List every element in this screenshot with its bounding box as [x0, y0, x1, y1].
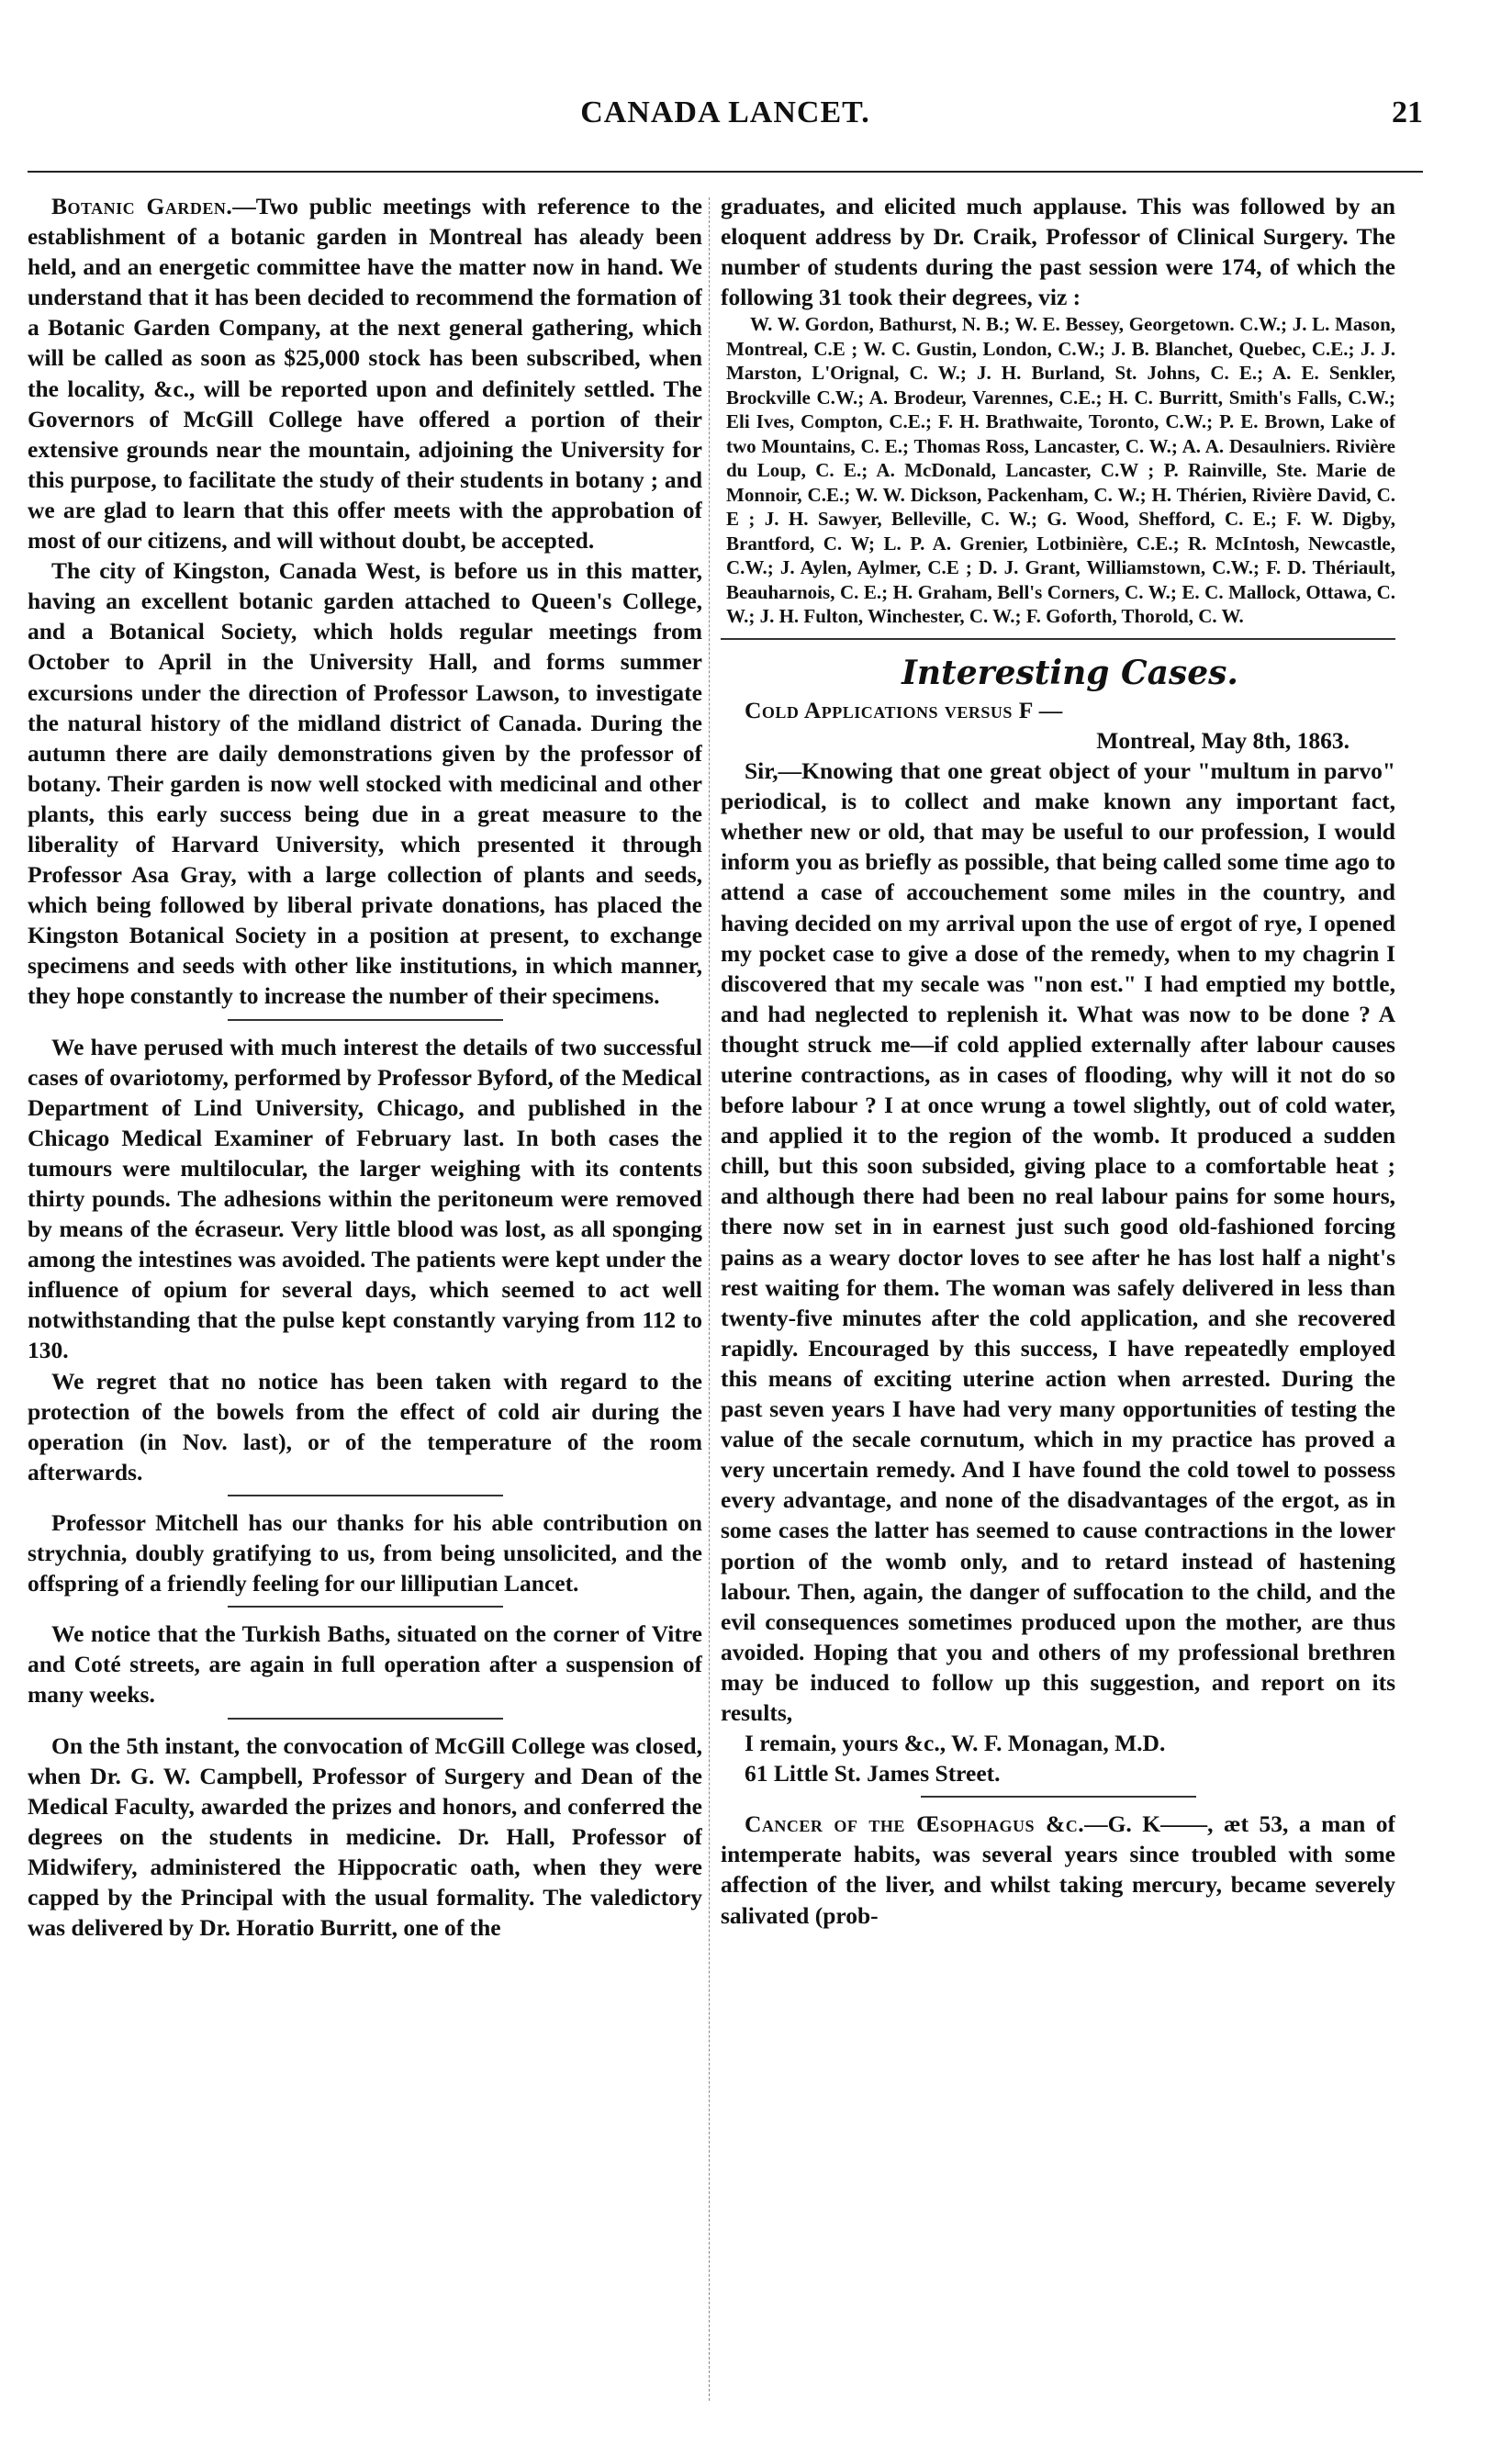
- ovariotomy-regret-paragraph: We regret that no notice has been taken with regard to the protection of the bowels from the effect of cold air during the operation (in Nov. last), or of the temperature of the room afterwards.: [28, 1367, 702, 1485]
- right-column: [721, 191, 1395, 2417]
- mitchell-paragraph: Professor Mitchell has our thanks for his able contribution on strychnia, doubly gratifying to us, from being unsolicited, and the offspring of a friendly feeling for our lilliputian Lancet.: [28, 1508, 702, 1597]
- cancer-text: —G. K——, æt 53, a man of intemperate habits, was several years since troubled with some affection of the liver, and whilst taking mercury, became severely salivated (prob-: [721, 1810, 1395, 1929]
- column-divider: [709, 197, 710, 2401]
- botanic-garden-paragraph: [28, 191, 702, 555]
- running-title: CANADA LANCET.: [580, 95, 870, 129]
- section-rule: [921, 1796, 1196, 1798]
- letter-body: Sir,—Knowing that one great object of your "multum in parvo" periodical, is to collect and make known any important fact, whether new or old, that may be useful to our profession, I would inform you as briefly as possible, that being called some time ago to attend a case of accouchement some miles in the country, and having decided on my arrival upon the use of ergot of rye, I opened my pocket case to give a dose of the remedy, when to my chagrin I discovered that my secale was "non est." I had emptied my bottle, and had neglected to replenish it. What was now to be done ? A thought struck me—if cold applied externally after labour causes uterine contractions, as in cases of flooding, why will it not do so before labour ? I at once wrung a towel slightly, out of cold water, and applied it to the region of the womb. It produced a sudden chill, but this soon subsided, giving place to a comfortable heat ; and although there had been no real labour pains for some hours, there now set in in earnest just such good old-fashioned forcing pains as a weary doctor loves to see after he has lost half a night's rest waiting for them. The woman was safely delivered in less than twenty-five minutes after the cold application, and she recovered rapidly. Encouraged by this success, I have repeatedly employed this means of exciting uterine action when arrested. During the past seven years I have had very many opportunities of testing the value of the secale cornutum, which in my practice has proved a very uncertain remedy. And I have found the cold towel to possess every advantage, and none of the disadvantages of the ergot, as in some cases the latter has seemed to cause contractions in the lower portion of the womb only, and to retard instead of hastening labour. Then, again, the danger of suffocation to the child, and the evil consequences sometimes produced upon the mother, are thus avoided. Hoping that you and others of my professional brethren may be induced to follow up this suggestion, and report on its results,: [721, 757, 1395, 1726]
- page-number: 21: [1392, 95, 1423, 129]
- section-heading: Interesting Cases.: [902, 653, 1238, 692]
- kingston-paragraph: The city of Kingston, Canada West, is before us in this matter, having an excellent botanic garden attached to Queen's College, and a Botanical Society, which holds regular meetings from October to April in the University Hall, and forms summer excursions under the direction of Professor Lawson, to investigate the natural history of the midland district of Canada. During the autumn there are daily demonstrations given by the professor of botany. Their garden is now well stocked with medicinal and other plants, this early success being due in a great measure to the liberality of Harvard University, which presented it through Professor Asa Gray, with a large collection of plants and seeds, which being followed by liberal private donations, has placed the Kingston Botanical Society in a position at present, to exchange specimens and seeds with other like institutions, in which manner, they hope constantly to increase the number of their specimens.: [28, 557, 702, 1010]
- section-rule: [228, 1718, 503, 1720]
- letter-address: 61 Little St. James Street.: [745, 1760, 1001, 1787]
- section-rule: [721, 638, 1395, 640]
- botanic-garden-lead: Botanic Garden.: [51, 193, 233, 219]
- section-rule: [228, 1606, 503, 1608]
- botanic-garden-text: —Two public meetings with reference to the establishment of a botanic garden in Montreal has aleady been held, and an energetic committee have the matter now in hand. We understand that it has been decided to recommend the formation of a Botanic Garden Company, at the next general gathering, which will be called as soon as $25,000 stock has been subscribed, when the locality, &c., will be reported upon and definitely settled. The Governors of McGill College have offered a portion of their extensive grounds near the mountain, adjoining the University for this purpose, to facilitate the study of their students in botany ; and we are glad to learn that this offer meets with the approbation of most of our citizens, and will without doubt, be accepted.: [28, 193, 702, 555]
- letter-closing: I remain, yours &c., W. F. Monagan, M.D.: [745, 1730, 1166, 1757]
- cancer-paragraph: [721, 1809, 1395, 1930]
- graduates-list: W. W. Gordon, Bathurst, N. B.; W. E. Bessey, Georgetown. C.W.; J. L. Mason, Montreal, C.E ; W. C. Gustin, London, C.W.; J. B. Blanchet, Quebec, C.E.; J. J. Marston, L'Orignal, C. W.; J. H. Burland, St. Johns, C. E.; A. E. Senkler, Brockville C.W.; A. Brodeur, Varennes, C.E.; H. C. Burritt, Smith's Falls, C.W.; Eli Ives, Compton, C.E.; F. H. Brathwaite, Toronto, C.W.; P. E. Brown, Lake of two Mountains, C. E.; Thomas Ross, Lancaster, C. W.; A. A. Desaulniers. Rivière du Loup, C. E.; A. McDonald, Lancaster, C.W ; P. Rainville, Ste. Marie de Monnoir, C.E.; W. W. Dickson, Packenham, C. W.; H. Thérien, Rivière David, C. E ; J. H. Sawyer, Belleville, C. W.; G. Wood, Shefford, C. E.; F. W. Digby, Brantford, C. W; L. P. A. Grenier, Lotbinière, C.E.; R. McIntosh, Newcastle, C.W.; J. Aylen, Aylmer, C.E ; D. J. Grant, Williamstown, C.W.; F. D. Thériault, Beauharnois, C. E.; H. Graham, Bell's Corners, C. W.; E. C. Mallock, Ottawa, C. W.; J. H. Fulton, Winchester, C. W.; F. Goforth, Thorold, C. W.: [726, 313, 1395, 628]
- turkish-baths-paragraph: We notice that the Turkish Baths, situated on the corner of Vitre and Coté streets, are again in full operation after a suspension of many weeks.: [28, 1620, 702, 1709]
- page-header: [28, 95, 1423, 141]
- section-rule: [228, 1019, 503, 1021]
- letter-dateline: Montreal, May 8th, 1863.: [1096, 726, 1350, 754]
- convocation-continued-paragraph: graduates, and elicited much applause. This was followed by an eloquent address by Dr. Craik, Professor of Clinical Surgery. The number of students during the past session were 174, of which the following 31 took their degrees, viz :: [721, 193, 1395, 311]
- ovariotomy-paragraph: We have perused with much interest the details of two successful cases of ovariotomy, performed by Professor Byford, of the Medical Department of Lind University, Chicago, and published in the Chicago Medical Examiner of February last. In both cases the tumours were multilocular, the larger weighing with its contents thirty pounds. The adhesions within the peritoneum were removed by means of the écraseur. Very little blood was lost, as all sponging among the intestines was avoided. The patients were kept under the influence of opium for several days, which seemed to act well notwithstanding that the pulse kept constantly varying from 112 to 130.: [28, 1033, 702, 1364]
- header-rule: [28, 171, 1423, 173]
- left-column: [28, 191, 702, 2417]
- case-title: Cold Applications versus F —: [745, 696, 1063, 723]
- section-rule: [228, 1495, 503, 1496]
- cancer-lead: Cancer of the Œsophagus &c.: [745, 1810, 1085, 1838]
- convocation-paragraph: On the 5th instant, the convocation of McGill College was closed, when Dr. G. W. Campbell, Professor of Surgery and Dean of the Medical Faculty, awarded the prizes and honors, and conferred the degrees on the students in medicine. Dr. Hall, Professor of Midwifery, administered the Hippocratic oath, when they were capped by the Principal with the usual formality. The valedictory was delivered by Dr. Horatio Burritt, one of the: [28, 1731, 702, 1942]
